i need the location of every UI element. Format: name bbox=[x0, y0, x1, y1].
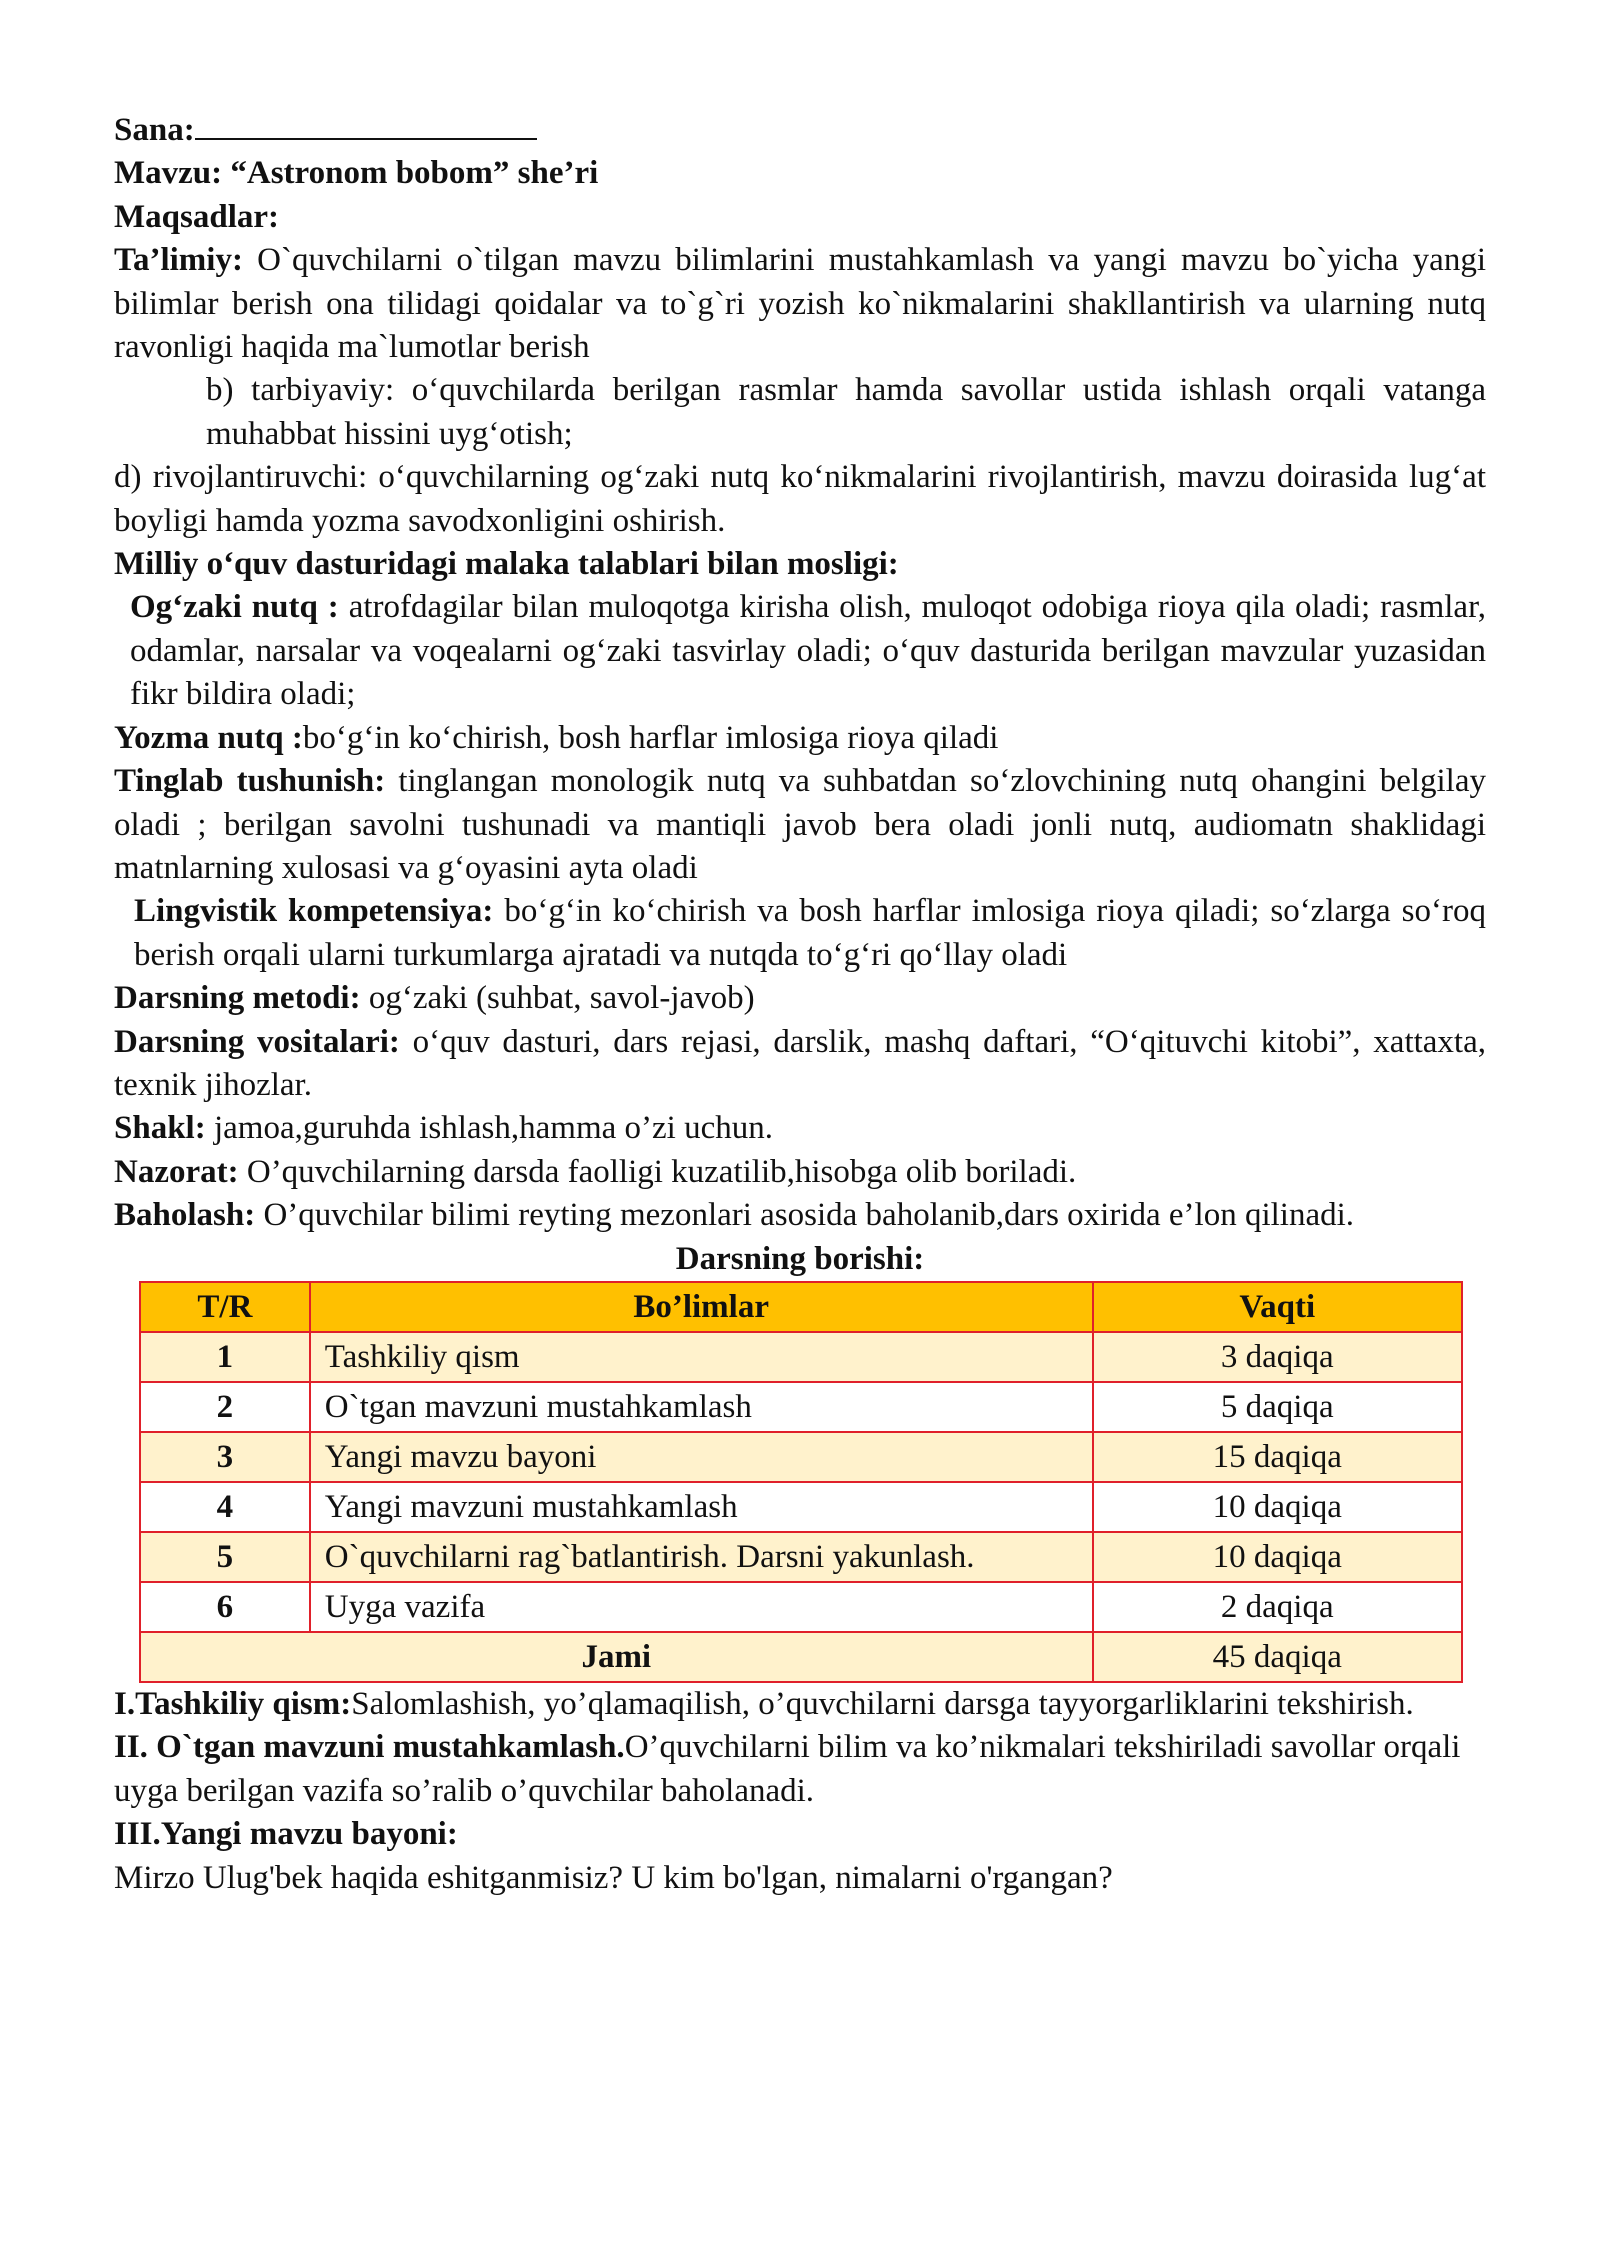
educational-text: O`quvchilarni o`tilgan mavzu bilimlarini mustahkamlash va yangi mavzu bo`yicha yangi bilimlar berish ona tilidagi qoidalar va to`g`ri yozish ko`nikmalarini shakllantirish va ularning nutq ravonligi haqida ma`lumotlar berish bbox=[114, 242, 1486, 366]
header-sections: Bo’limlar bbox=[310, 1282, 1093, 1332]
section-new-topic-label: III.Yangi mavzu bayoni: bbox=[114, 1816, 458, 1853]
lesson-form bbox=[114, 1107, 1486, 1150]
educational-goal bbox=[114, 239, 1486, 369]
developmental-goal: d) rivojlantiruvchi: o‘quvchilarning og‘zaki nutq ko‘nikmalarini rivojlantirish, mavzu doirasida lug‘at boyligi hamda yozma savodxonligini oshirish. bbox=[114, 459, 1486, 539]
header-time: Vaqti bbox=[1093, 1282, 1462, 1332]
section-organizational-label: I.Tashkiliy qism: bbox=[114, 1685, 352, 1722]
row-time: 2 daqiqa bbox=[1093, 1582, 1462, 1632]
row-time: 10 daqiqa bbox=[1093, 1482, 1462, 1532]
row-time: 5 daqiqa bbox=[1093, 1382, 1462, 1432]
total-label: Jami bbox=[140, 1632, 1093, 1682]
date-line bbox=[114, 108, 1486, 152]
topic-line bbox=[114, 152, 1486, 195]
section-organizational-text: Salomlashish, yo’qlamaqilish, o’quvchilarni darsga tayyorgarliklarini tekshirish. bbox=[351, 1685, 1414, 1722]
assessment-text: O’quvchilar bilimi reyting mezonlari asosida baholanib,dars oxirida e’lon qilinadi. bbox=[255, 1197, 1355, 1234]
table-total-row bbox=[140, 1632, 1462, 1682]
row-section: O`tgan mavzuni mustahkamlash bbox=[310, 1382, 1093, 1432]
row-number: 4 bbox=[140, 1482, 310, 1532]
section-review bbox=[114, 1726, 1486, 1813]
listening-label: Tinglab tushunish: bbox=[114, 763, 386, 800]
row-time: 15 daqiqa bbox=[1093, 1432, 1462, 1482]
control-text: O’quvchilarning darsda faolligi kuzatilib,hisobga olib boriladi. bbox=[238, 1153, 1077, 1190]
standards-label: Milliy o‘quv dasturidagi malaka talablari bilan mosligi: bbox=[114, 546, 899, 583]
row-section: Tashkiliy qism bbox=[310, 1332, 1093, 1382]
standards-heading bbox=[114, 543, 1486, 586]
row-number: 2 bbox=[140, 1382, 310, 1432]
row-section: Uyga vazifa bbox=[310, 1582, 1093, 1632]
lesson-flow-label: Darsning borishi: bbox=[675, 1240, 925, 1277]
row-number: 3 bbox=[140, 1432, 310, 1482]
lesson-flow-heading bbox=[114, 1238, 1486, 1281]
table-row bbox=[140, 1582, 1462, 1632]
linguistic-label: Lingvistik kompetensiya: bbox=[134, 893, 494, 930]
goals-label: Maqsadlar: bbox=[114, 198, 279, 235]
question-line: Mirzo Ulug'bek haqida eshitganmisiz? U kim bo'lgan, nimalarni o'rgangan? bbox=[114, 1859, 1113, 1896]
lesson-tools bbox=[114, 1021, 1486, 1108]
date-label: Sana: bbox=[114, 112, 195, 148]
row-time: 10 daqiqa bbox=[1093, 1532, 1462, 1582]
tools-text: o‘quv dasturi, dars rejasi, darslik, mashq daftari, “O‘qituvchi kitobi”, xattaxta, texnik jihozlar. bbox=[114, 1023, 1486, 1103]
table-row bbox=[140, 1532, 1462, 1582]
table-header-row bbox=[140, 1282, 1462, 1332]
goals-heading bbox=[114, 196, 1486, 239]
table-row bbox=[140, 1382, 1462, 1432]
row-section: O`quvchilarni rag`batlantirish. Darsni yakunlash. bbox=[310, 1532, 1093, 1582]
row-section: Yangi mavzuni mustahkamlash bbox=[310, 1482, 1093, 1532]
upbringing-goal: b) tarbiyaviy: o‘quvchilarda berilgan rasmlar hamda savollar ustida ishlash orqali vatanga muhabbat hissini uyg‘otish; bbox=[206, 372, 1486, 452]
row-time: 3 daqiqa bbox=[1093, 1332, 1462, 1382]
total-time: 45 daqiqa bbox=[1093, 1632, 1462, 1682]
row-section: Yangi mavzu bayoni bbox=[310, 1432, 1093, 1482]
tools-label: Darsning vositalari: bbox=[114, 1023, 400, 1060]
assessment-label: Baholash: bbox=[114, 1197, 256, 1234]
oral-speech-text: atrofdagilar bilan muloqotga kirisha olish, muloqot odobiga rioya qila oladi; rasmlar, odamlar, narsalar va voqealarni og‘zaki tasvirlay oladi; o‘quv dasturida berilgan mavzular yuzasidan fikr bildira oladi; bbox=[130, 589, 1486, 713]
header-number: T/R bbox=[140, 1282, 310, 1332]
document-page bbox=[114, 108, 1486, 1900]
written-speech bbox=[114, 717, 1486, 760]
written-speech-label: Yozma nutq : bbox=[114, 719, 303, 756]
section-review-text: O’quvchilarni bilim va ko’nikmalari tekshiriladi savollar orqali uyga berilgan vazifa so’ralib o’quvchilar baholanadi. bbox=[114, 1729, 1461, 1809]
form-text: jamoa,guruhda ishlash,hamma o’zi uchun. bbox=[205, 1110, 773, 1147]
topic-title: Mavzu: “Astronom bobom” she’ri bbox=[114, 155, 599, 192]
written-speech-text: bo‘g‘in ko‘chirish, bosh harflar imlosiga rioya qiladi bbox=[302, 719, 999, 756]
linguistic-competence bbox=[114, 890, 1486, 977]
educational-label: Ta’limiy: bbox=[114, 242, 243, 279]
control-label: Nazorat: bbox=[114, 1153, 239, 1190]
section-review-label: II. O`tgan mavzuni mustahkamlash. bbox=[114, 1729, 625, 1766]
form-label: Shakl: bbox=[114, 1110, 206, 1147]
lesson-plan-table bbox=[139, 1281, 1463, 1683]
oral-speech-label: Og‘zaki nutq : bbox=[130, 589, 339, 626]
linguistic-text: bo‘g‘in ko‘chirish va bosh harflar imlosiga rioya qiladi; so‘zlarga so‘roq berish orqali ularni turkumlarga ajratadi va nutqda to‘g‘ri qo‘llay oladi bbox=[134, 893, 1486, 973]
row-number: 1 bbox=[140, 1332, 310, 1382]
lesson-method bbox=[114, 977, 1486, 1020]
section-new-topic bbox=[114, 1813, 1486, 1856]
method-label: Darsning metodi: bbox=[114, 980, 361, 1017]
assessment bbox=[114, 1194, 1486, 1237]
listening bbox=[114, 760, 1486, 890]
oral-speech bbox=[114, 586, 1486, 716]
table-row bbox=[140, 1332, 1462, 1382]
row-number: 6 bbox=[140, 1582, 310, 1632]
date-blank-line bbox=[195, 108, 537, 140]
section-organizational bbox=[114, 1683, 1486, 1726]
method-text: og‘zaki (suhbat, savol-javob) bbox=[360, 980, 755, 1017]
table-row bbox=[140, 1482, 1462, 1532]
row-number: 5 bbox=[140, 1532, 310, 1582]
control bbox=[114, 1151, 1486, 1194]
table-row bbox=[140, 1432, 1462, 1482]
listening-text: tinglangan monologik nutq va suhbatdan so‘zlovchining nutq ohangini belgilay oladi ; berilgan savolni tushunadi va mantiqli javob bera oladi jonli nutq, audiomatn shaklidagi matnlarning xulosasi va g‘oyasini ayta oladi bbox=[114, 763, 1486, 886]
